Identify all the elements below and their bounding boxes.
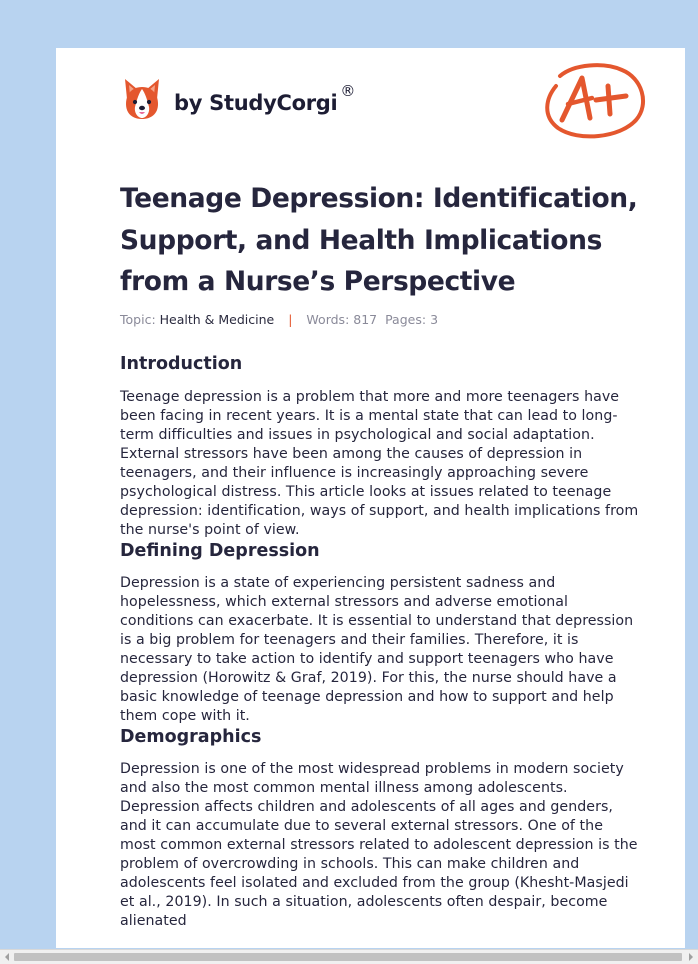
pages-value: 3 [430, 312, 439, 327]
section-body-demographics: Depression is one of the most widespread problems in modern society and also the most common mental illness among adolescents. Depression affects children and adolescents of all ages and genders, and it can accumulate due to several external stressors. One of the most common external stressors related to adolescent depression is the problem of overcrowding in schools. This can make children and adolescents feel isolated and excluded from the group (Khesht-Masjedi et al., 2019). In such a situation, adolescents often despair, become alienated [120, 761, 638, 929]
section-body-introduction: Teenage depression is a problem that more and more teenagers have been facing in recent years. It is a mental state that can lead to long-term difficulties and issues in psychological and social adaptation. External stressors have been among the causes of depression in teenagers, and their influence is increasingly approaching severe psychological distress. This article looks at issues related to teenage depression: identification, ways of support, and health implications from the nurse's point of view. [120, 389, 639, 538]
topic-value[interactable]: Health & Medicine [159, 312, 275, 327]
scroll-left-arrow-icon[interactable] [2, 952, 12, 962]
essay-content [120, 353, 640, 931]
pages-label: Pages: [385, 312, 427, 327]
words-label: Words: [306, 312, 350, 327]
brand-name: by StudyCorgi ® [174, 82, 356, 115]
section-body-defining-depression: Depression is a state of experiencing persistent sadness and hopelessness, which external stressors and adverse emotional conditions can exacerbate. It is essential to understand that depression is a big problem for teenagers and their families. Therefore, it is necessary to take action to identify and support teenagers who have depression (Horowitz & Graf, 2019). For this, the nurse should have a basic knowledge of teenage depression and how to support and help them cope with it. [120, 575, 634, 724]
a-plus-grade-icon [538, 58, 648, 140]
document-page [56, 48, 685, 948]
section-heading-demographics: Demographics [120, 727, 262, 747]
topic-label: Topic: [120, 312, 156, 327]
section-heading-defining-depression: Defining Depression [120, 541, 320, 561]
horizontal-scrollbar[interactable] [0, 949, 698, 964]
words-value: 817 [353, 312, 378, 327]
essay-meta [120, 312, 438, 327]
meta-separator: | [288, 312, 293, 327]
scroll-right-arrow-icon[interactable] [686, 952, 696, 962]
corgi-logo-icon [122, 77, 162, 121]
section-heading-introduction: Introduction [120, 354, 243, 374]
scrollbar-thumb[interactable] [14, 953, 682, 961]
essay-title: Teenage Depression: Identification, Support, and Health Implications from a Nurse’s Perspective [120, 183, 638, 297]
studycorgi-logo[interactable] [122, 76, 355, 122]
